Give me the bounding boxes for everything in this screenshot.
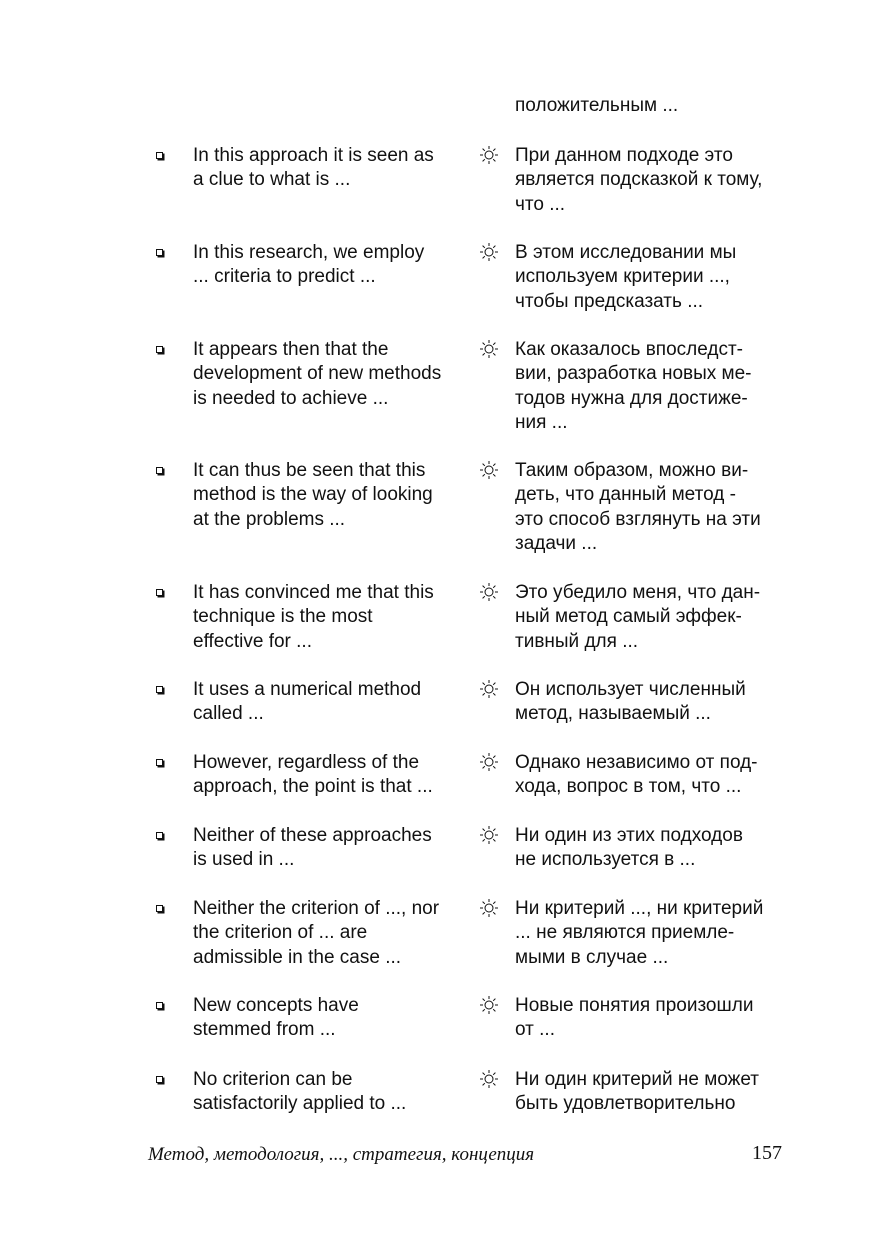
square-bullet-icon (156, 589, 163, 596)
russian-translation: Новые понятия произошли от ... (515, 995, 754, 1041)
sun-icon (479, 751, 499, 775)
running-footer-title: Метод, методология, ..., стратегия, концепция (148, 1144, 535, 1165)
square-bullet-icon (156, 759, 163, 766)
sun-icon (479, 241, 499, 265)
square-bullet-icon (156, 1076, 163, 1083)
square-bullet-icon (156, 346, 163, 353)
english-phrase: No criterion can be satisfactorily applied to ... (193, 1069, 407, 1115)
english-phrase: It appears then that the development of new methods is needed to achieve ... (193, 339, 442, 409)
square-bullet-icon (156, 905, 163, 912)
english-phrase: It can thus be seen that this method is the way of looking at the problems ... (193, 460, 433, 530)
russian-translation: Таким образом, можно ви- деть, что данный метод - это способ взглянуть на эти задачи ... (515, 460, 761, 554)
english-phrase: Neither of these approaches is used in ... (193, 825, 432, 871)
russian-translation: При данном подходе это является подсказкой к тому, что ... (515, 145, 763, 215)
sun-icon (479, 1068, 499, 1092)
russian-translation: Ни один из этих подходов не используется в ... (515, 825, 743, 871)
sun-icon (479, 824, 499, 848)
english-phrase: In this approach it is seen as a clue to what is ... (193, 145, 434, 191)
english-phrase: It has convinced me that this technique is the most effective for ... (193, 582, 434, 652)
sun-icon (479, 338, 499, 362)
english-phrase: New concepts have stemmed from ... (193, 995, 359, 1041)
russian-translation: Он использует численный метод, называемый ... (515, 679, 746, 725)
square-bullet-icon (156, 832, 163, 839)
carry-over-text: положительным ... (515, 95, 679, 116)
sun-icon (479, 581, 499, 605)
sun-icon (479, 678, 499, 702)
russian-translation: Как оказалось впоследст- вии, разработка новых ме- тодов нужна для достиже- ния ... (515, 339, 752, 433)
english-phrase: However, regardless of the approach, the point is that ... (193, 752, 433, 798)
russian-translation: Это убедило меня, что дан- ный метод самый эффек- тивный для ... (515, 582, 761, 652)
english-phrase: In this research, we employ ... criteria to predict ... (193, 242, 425, 288)
sun-icon (479, 897, 499, 921)
russian-translation: Однако независимо от под- хода, вопрос в том, что ... (515, 752, 758, 798)
russian-translation: В этом исследовании мы используем критерии ..., чтобы предсказать ... (515, 242, 737, 312)
square-bullet-icon (156, 686, 163, 693)
square-bullet-icon (156, 152, 163, 159)
english-phrase: Neither the criterion of ..., nor the criterion of ... are admissible in the case ... (193, 898, 440, 968)
sun-icon (479, 144, 499, 168)
square-bullet-icon (156, 1002, 163, 1009)
sun-icon (479, 459, 499, 483)
square-bullet-icon (156, 467, 163, 474)
russian-translation: Ни критерий ..., ни критерий ... не являются приемле- мыми в случае ... (515, 898, 764, 968)
russian-translation: Ни один критерий не может быть удовлетворительно (515, 1069, 759, 1115)
english-phrase: It uses a numerical method called ... (193, 679, 422, 725)
page-number: 157 (752, 1142, 782, 1164)
sun-icon (479, 994, 499, 1018)
square-bullet-icon (156, 249, 163, 256)
